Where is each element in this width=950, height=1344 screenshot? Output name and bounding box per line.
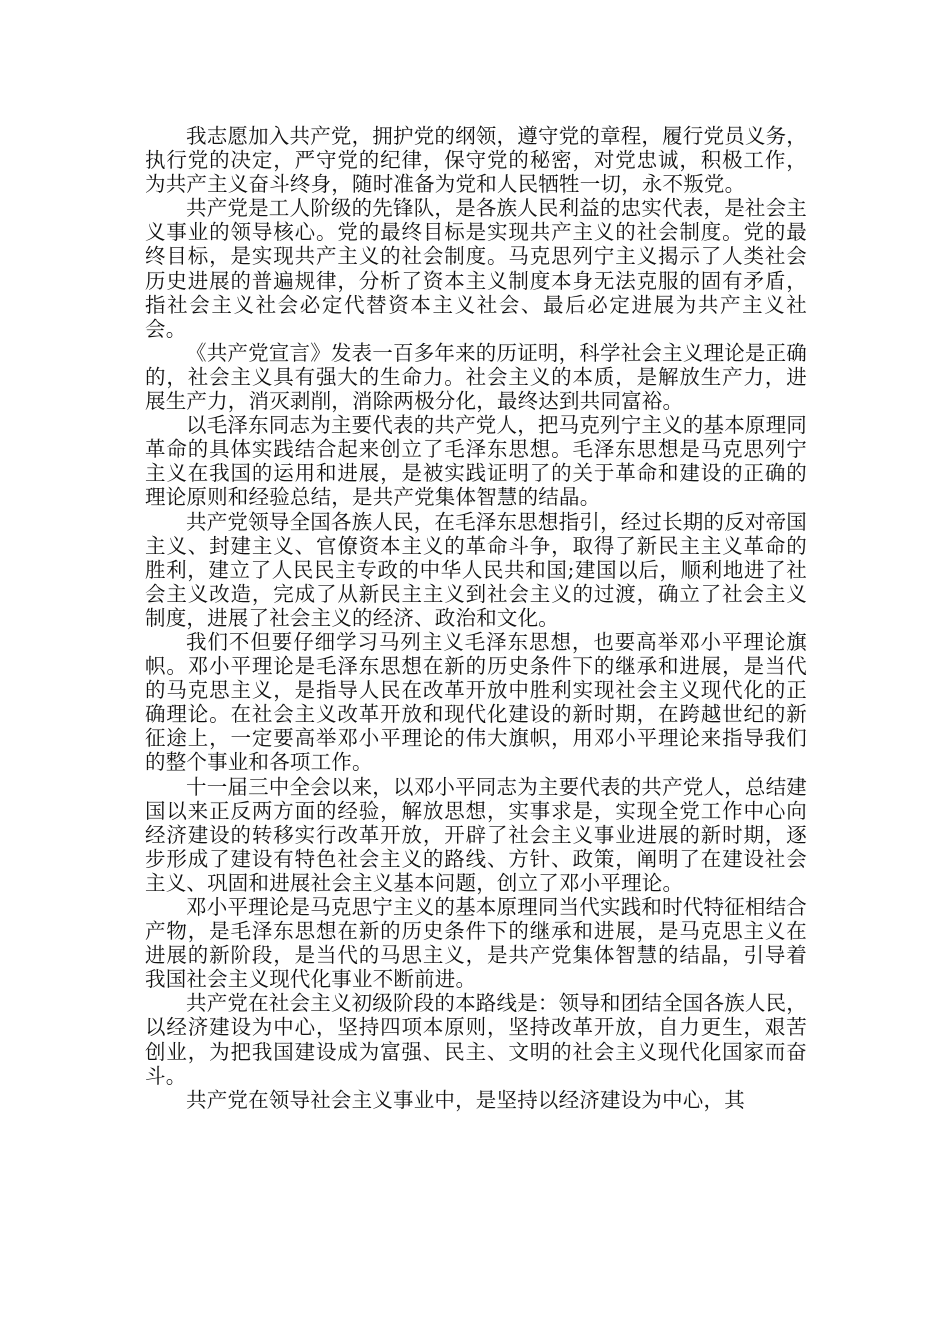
- paragraph: 十一届三中全会以来，以邓小平同志为主要代表的共产党人，总结建国以来正反两方面的经验，解放思想，实事求是，实现全党工作中心向经济建设的转移实行改革开放，开辟了社会主义事业进展的新时期，逐步形成了建设有特色社会主义的路线、方针、政策，阐明了在建设社会主义、巩固和进展社会主义基本问题，创立了邓小平理论。: [145, 774, 807, 895]
- paragraph: 《共产党宣言》发表一百多年来的历证明，科学社会主义理论是正确的，社会主义具有强大的生命力。社会主义的本质，是解放生产力，进展生产力，消灭剥削，消除两极分化，最终达到共同富裕。: [145, 340, 807, 414]
- paragraph: 以毛泽东同志为主要代表的共产党人，把马克列宁主义的基本原理同革命的具体实践结合起来创立了毛泽东思想。毛泽东思想是马克思列宁主义在我国的运用和进展，是被实践证明了的关于革命和建设的正确的理论原则和经验总结，是共产党集体智慧的结晶。: [145, 413, 807, 510]
- paragraph: 共产党是工人阶级的先锋队，是各族人民利益的忠实代表，是社会主义事业的领导核心。党的最终目标是实现共产主义的社会制度。党的最终目标，是实现共产主义的社会制度。马克思列宁主义揭示了人类社会历史进展的普遍规律，分析了资本主义制度本身无法克服的固有矛盾，指社会主义社会必定代替资本主义社会、最后必定进展为共产主义社会。: [145, 196, 807, 341]
- paragraph: 共产党在社会主义初级阶段的本路线是：领导和团结全国各族人民，以经济建设为中心，坚持四项本原则，坚持改革开放，自力更生，艰苦创业，为把我国建设成为富强、民主、文明的社会主义现代化国家而奋斗。: [145, 991, 807, 1088]
- paragraph: 共产党领导全国各族人民，在毛泽东思想指引，经过长期的反对帝国主义、封建主义、官僚资本主义的革命斗争，取得了新民主主义革命的胜利，建立了人民民主专政的中华人民共和国;建国以后，顺利地进了社会主义改造，完成了从新民主主义到社会主义的过渡，确立了社会主义制度，进展了社会主义的经济、政治和文化。: [145, 509, 807, 630]
- paragraph: 我们不但要仔细学习马列主义毛泽东思想，也要高举邓小平理论旗帜。邓小平理论是毛泽东思想在新的历史条件下的继承和进展，是当代的马克思主义，是指导人民在改革开放中胜利实现社会主义现代化的正确理论。在社会主义改革开放和现代化建设的新时期，在跨越世纪的新征途上，一定要高举邓小平理论的伟大旗帜，用邓小平理论来指导我们的整个事业和各项工作。: [145, 629, 807, 775]
- paragraph: 共产党在领导社会主义事业中，是坚持以经济建设为中心，其: [186, 1087, 745, 1112]
- paragraph: 我志愿加入共产党，拥护党的纲领，遵守党的章程，履行党员义务，执行党的决定，严守党的纪律，保守党的秘密，对党忠诚，积极工作，为共产主义奋斗终身，随时准备为党和人民牺牲一切，永不叛党。: [145, 124, 807, 197]
- document-body: [145, 124, 807, 1112]
- paragraph: 邓小平理论是马克思宁主义的基本原理同当代实践和时代特征相结合产物，是毛泽东思想在新的历史条件下的继承和进展，是马克思主义在进展的新阶段，是当代的马思主义，是共产党集体智慧的结晶，引导着我国社会主义现代化事业不断前进。: [145, 895, 807, 992]
